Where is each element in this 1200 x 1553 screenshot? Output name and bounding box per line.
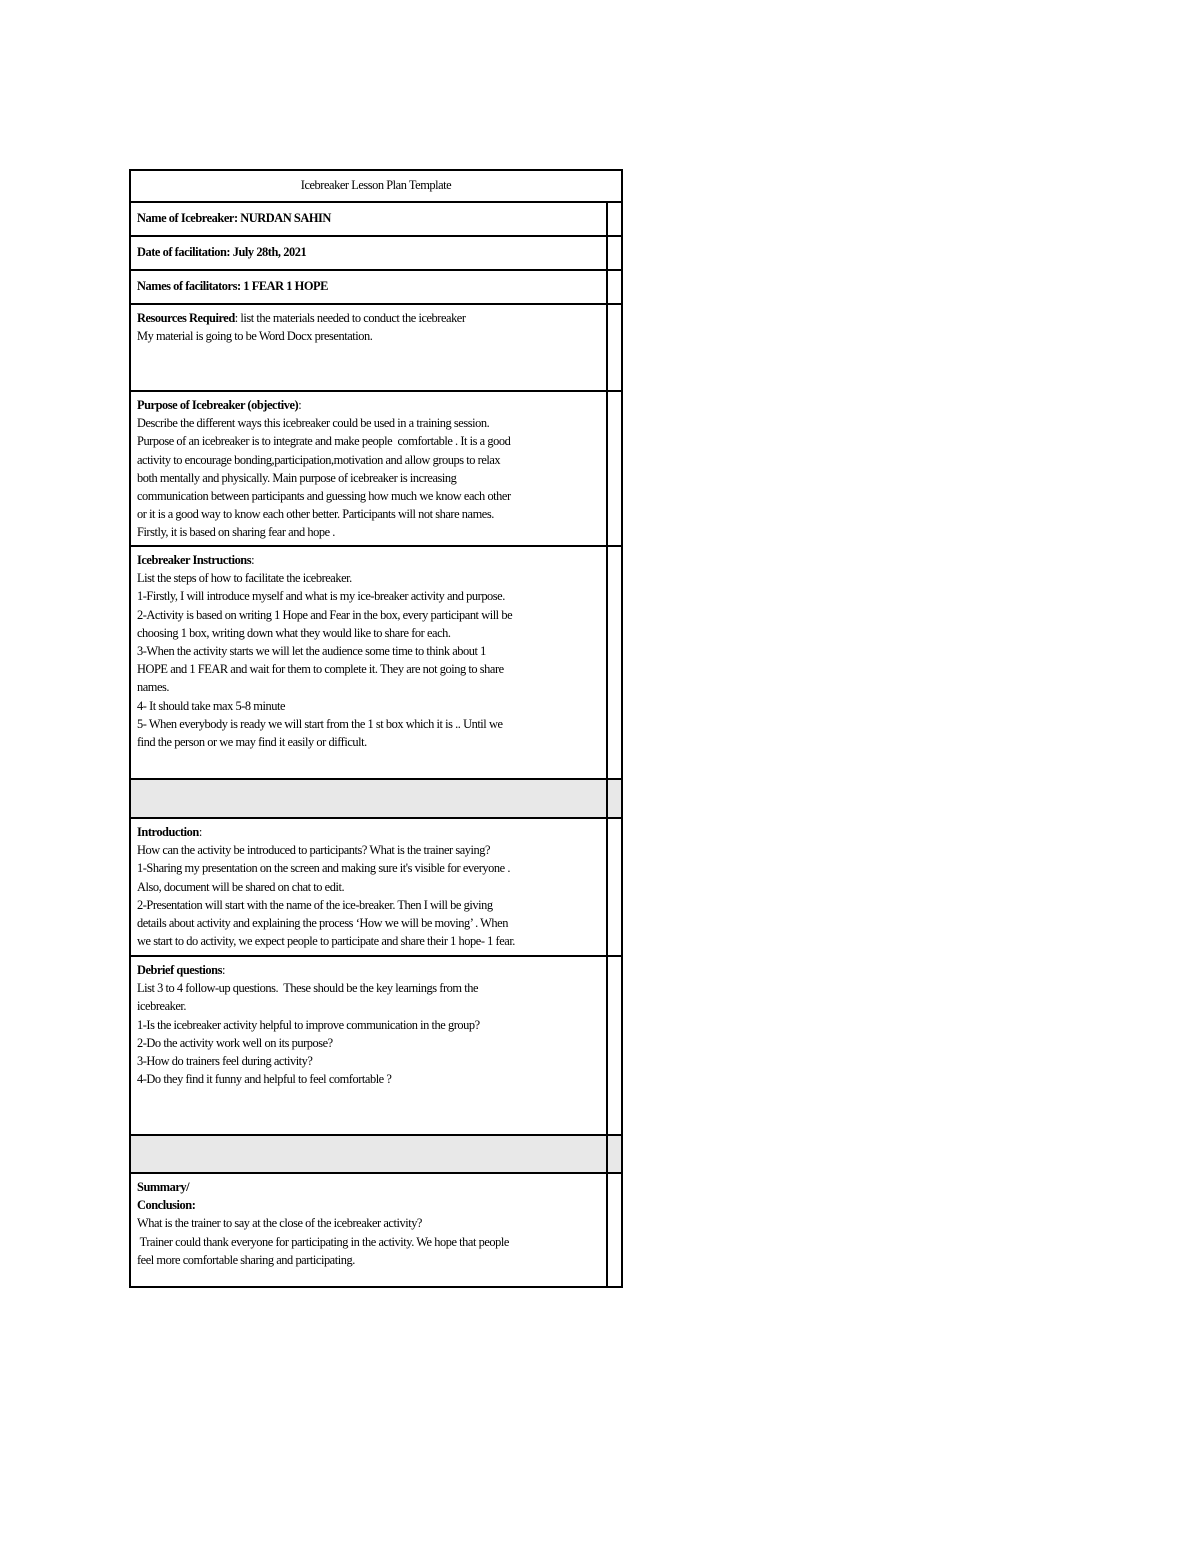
purpose-label: Purpose of Icebreaker (objective) [137, 398, 299, 412]
introduction-line: details about activity and explaining the process ‘How we will be moving’ . When [137, 916, 508, 931]
instructions-line: 4- It should take max 5-8 minute [137, 698, 286, 713]
lesson-plan-table [129, 169, 623, 1288]
title-row [131, 171, 621, 201]
introduction-line: we start to do activity, we expect people to participate and share their 1 hope- 1 fear. [137, 934, 515, 949]
debrief-line: 4-Do they find it funny and helpful to feel comfortable ? [137, 1072, 392, 1087]
debrief-line: 3-How do trainers feel during activity? [137, 1054, 313, 1069]
instructions-line: 5- When everybody is ready we will start from the 1 st box which it is .. Until we [137, 716, 503, 731]
purpose-line: Firstly, it is based on sharing fear and hope . [137, 525, 335, 540]
debrief-line: 1-Is the icebreaker activity helpful to improve communication in the group? [137, 1017, 480, 1032]
side-cell [606, 547, 621, 778]
instructions-line: List the steps of how to facilitate the icebreaker. [137, 571, 352, 586]
resources-instruction: : list the materials needed to conduct the icebreaker [234, 311, 466, 325]
side-cell [606, 1174, 621, 1286]
facilitators-label: Names of facilitators: [137, 279, 241, 293]
instructions-label: Icebreaker Instructions [137, 553, 252, 567]
instructions-line: 2-Activity is based on writing 1 Hope and Fear in the box, every participant will be [137, 607, 513, 622]
date-label: Date of facilitation: [137, 245, 231, 259]
side-cell [606, 271, 621, 303]
summary-line: Trainer could thank everyone for participating in the activity. We hope that people [137, 1234, 509, 1249]
resources-row [131, 303, 621, 390]
side-cell [606, 780, 621, 817]
shaded-spacer-row [131, 1134, 621, 1172]
side-cell [606, 957, 621, 1134]
summary-line: What is the trainer to say at the close of the icebreaker activity? [137, 1216, 422, 1231]
debrief-line: List 3 to 4 follow-up questions. These should be the key learnings from the [137, 981, 479, 996]
purpose-line: activity to encourage bonding,participation,motivation and allow groups to relax [137, 452, 501, 467]
purpose-line: Describe the different ways this icebreaker could be used in a training session. [137, 416, 490, 431]
debrief-line: 2-Do the activity work well on its purpose? [137, 1035, 333, 1050]
name-row [131, 201, 621, 235]
page-title: Icebreaker Lesson Plan Template [300, 178, 452, 192]
instructions-line: find the person or we may find it easily or difficult. [137, 735, 367, 750]
introduction-line: 2-Presentation will start with the name of the ice-breaker. Then I will be giving [137, 897, 493, 912]
side-cell [606, 305, 621, 390]
side-cell [606, 392, 621, 545]
purpose-line: Purpose of an icebreaker is to integrate and make people comfortable . It is a good [137, 434, 511, 449]
introduction-line: Also, document will be shared on chat to edit. [137, 879, 345, 894]
summary-label: Summary/ [137, 1180, 190, 1194]
instructions-row: Icebreaker Instructions: List the steps of how to facilitate the icebreaker. 1-Firstly, I will introduce myself and what is my ice-breaker activity and purpose. 2-Activity is based on writing 1 Hope and Fear in the box, every participant will be choosing 1 box, writing down what they would like to share for each. 3-When the activity starts we will let the audience some time to think about 1 HOPE and 1 FEAR and wait for them to complete it. They are not going to share names. 4- It should take max 5-8 minute 5- When everybody is ready we will start from the 1 st box which it is .. Until we find the person or we may find it easily or difficult. [131, 545, 621, 778]
instructions-line: names. [137, 680, 170, 695]
summary-line: feel more comfortable sharing and participating. [137, 1252, 355, 1267]
instructions-line: 3-When the activity starts we will let the audience some time to think about 1 [137, 644, 486, 659]
instructions-line: choosing 1 box, writing down what they would like to share for each. [137, 625, 451, 640]
name-label: Name of Icebreaker: [137, 211, 238, 225]
name-value: NURDAN SAHIN [237, 211, 331, 225]
summary-row [131, 1172, 621, 1286]
resources-line: My material is going to be Word Docx presentation. [137, 329, 373, 344]
resources-label: Resources Required [137, 311, 235, 325]
facilitators-row [131, 269, 621, 303]
side-cell [606, 237, 621, 269]
debrief-row: Debrief questions: List 3 to 4 follow-up questions. These should be the key learnings from the icebreaker. 1-Is the icebreaker activity helpful to improve communication in the group? 2-Do the activity work well on its purpose? 3-How do trainers feel during activity? 4-Do they find it funny and helpful to feel comfortable ? [131, 955, 621, 1134]
introduction-line: How can the activity be introduced to participants? What is the trainer saying? [137, 843, 491, 858]
side-cell [606, 203, 621, 235]
introduction-line: 1-Sharing my presentation on the screen and making sure it's visible for everyone . [137, 861, 510, 876]
instructions-line: 1-Firstly, I will introduce myself and what is my ice-breaker activity and purpose. [137, 589, 505, 604]
purpose-row: Purpose of Icebreaker (objective): Describe the different ways this icebreaker could be used in a training session. Purpose of an icebreaker is to integrate and make people comfortable . It is a good activity to encourage bonding,participation,motivation and allow groups to relax both mentally and physically. Main purpose of icebreaker is increasing communication between participants and guessing how much we know each other or it is a good way to know each other better. Participants will not share names. Firstly, it is based on sharing fear and hope . [131, 390, 621, 545]
purpose-line: communication between participants and guessing how much we know each other [137, 489, 511, 504]
instructions-line: HOPE and 1 FEAR and wait for them to complete it. They are not going to share [137, 662, 504, 677]
date-value: July 28th, 2021 [230, 245, 307, 259]
side-cell [606, 1136, 621, 1172]
purpose-line: both mentally and physically. Main purpose of icebreaker is increasing [137, 470, 457, 485]
purpose-line: or it is a good way to know each other better. Participants will not share names. [137, 507, 494, 522]
date-row [131, 235, 621, 269]
side-cell [606, 819, 621, 955]
shaded-spacer-row [131, 778, 621, 817]
conclusion-label: Conclusion: [137, 1198, 196, 1213]
debrief-line: icebreaker. [137, 999, 187, 1014]
introduction-label: Introduction [137, 825, 199, 839]
introduction-row: Introduction: How can the activity be introduced to participants? What is the trainer saying? 1-Sharing my presentation on the screen and making sure it's visible for everyone . Also, document will be shared on chat to edit. 2-Presentation will start with the name of the ice-breaker. Then I will be giving details about activity and explaining the process ‘How we will be moving’ . When we start to do activity, we expect people to participate and share their 1 hope- 1 fear. [131, 817, 621, 955]
debrief-label: Debrief questions [137, 963, 222, 977]
facilitators-value: 1 FEAR 1 HOPE [240, 279, 328, 293]
